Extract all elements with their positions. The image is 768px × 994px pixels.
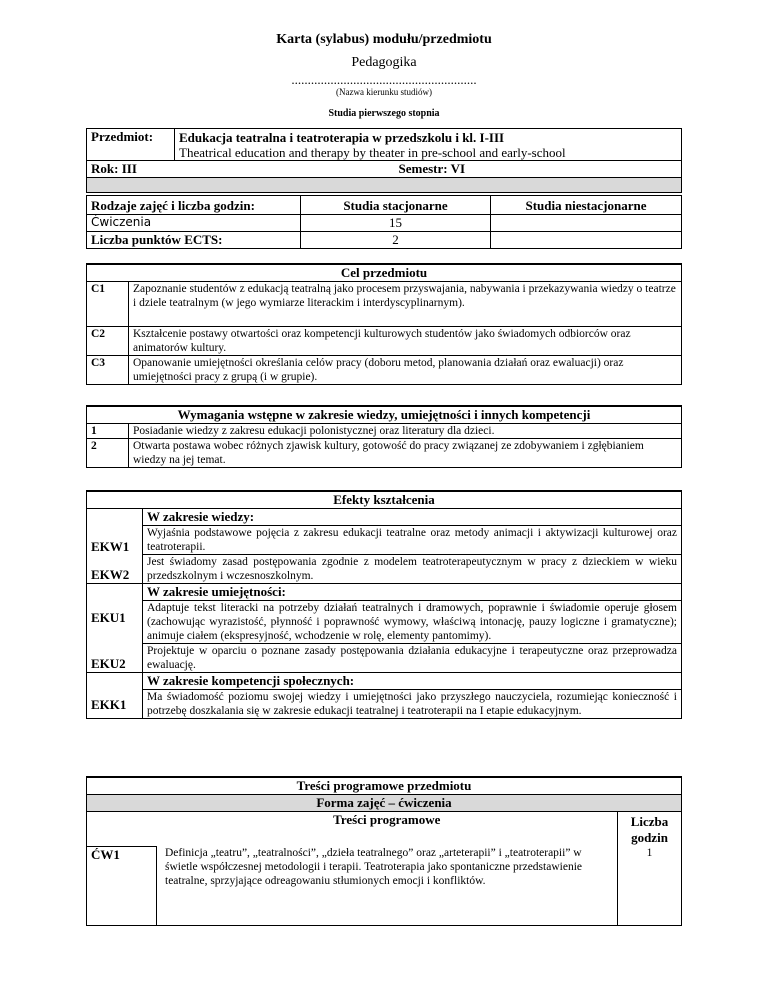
ekw2-code: EKW2 <box>91 567 130 582</box>
ekw-codes <box>87 509 143 584</box>
subject-table <box>86 128 682 193</box>
eku1-text: Adaptuje tekst literacki na potrzeby działań teatralnych i dramowych, poprawnie i świadomie operuje głosem (zachowując wyrazistość, płynność i poprawność wymowy, właściwą intonację, pauzy logiczne i gramatyczne); animuje ciałem (ekspresyjność, wchodzenie w rolę, elementy pantomimy). <box>143 601 682 644</box>
program-title: Treści programowe przedmiotu <box>87 777 682 795</box>
requirements-title: Wymagania wstępne w zakresie wiedzy, umiejętności i innych kompetencji <box>87 406 682 424</box>
subject-names <box>175 129 682 161</box>
goals-table <box>86 263 682 385</box>
hours-row2-extra <box>491 232 682 249</box>
program-row-text: Definicja „teatru”, „teatralności”, „dzieła teatralnego” oraz „arteterapii” i „teatroterapii” w świetle współczesnej metodologii i terapii. Teatroterapia jako spontaniczne przedstawienie teatralne, sprzyjające odreagowaniu stłumionych emocji i konfliktów. <box>157 846 618 925</box>
program-row-hours: 1 <box>618 846 682 925</box>
ekk1-text: Ma świadomość poziomu swojej wiedzy i umiejętności jako przyszłego nauczyciela, rozumiejąc konieczność i potrzebę doszkalania się w zakresie edukacji teatralnej i teatroterapii na I etapie edukacyjnym. <box>143 690 682 719</box>
program-content-header: Treści programowe <box>157 812 618 847</box>
goal-text: Kształcenie postawy otwartości oraz kompetencji kulturowych studentów jako świadomych odbiorców oraz animatorów kultury. <box>129 327 682 356</box>
goal-text: Zapoznanie studentów z edukacją teatralną jako procesem przyswajania, nabywania i przekazywania wiedzy o teatrze i dziele teatralnym (w jego wymiarze literackim i interdyscyplinarnym). <box>129 282 682 327</box>
program-hours-header: Liczba godzin <box>618 812 682 847</box>
goal-code: C3 <box>87 356 129 385</box>
outcomes-table <box>86 490 682 719</box>
requirements-table <box>86 405 682 468</box>
field-dots: ......................................................... <box>291 72 477 87</box>
document-title: Karta (sylabus) modułu/przedmiotu <box>276 32 492 47</box>
goal-code: C2 <box>87 327 129 356</box>
program-form: Forma zajęć – ćwiczenia <box>87 795 682 812</box>
knowledge-title: W zakresie wiedzy: <box>143 509 682 526</box>
requirement-text: Otwarta postawa wobec różnych zjawisk kultury, gotowość do pracy związanej ze zdobywaniem i zgłębianiem wiedzy na jej temat. <box>129 439 682 468</box>
hours-table <box>86 195 682 249</box>
hours-col2-header: Studia stacjonarne <box>301 196 491 215</box>
requirement-code: 1 <box>87 424 129 439</box>
goal-text: Opanowanie umiejętności określania celów pracy (doboru metod, planowania działań oraz ewaluacji) oraz umiejętności pracy z grupą (i w grupie). <box>129 356 682 385</box>
subject-label: Przedmiot: <box>87 129 175 161</box>
field-caption: (Nazwa kierunku studiów) <box>336 87 432 97</box>
requirement-text: Posiadanie wiedzy z zakresu edukacji polonistycznej oraz literatury dla dzieci. <box>129 424 682 439</box>
social-title: W zakresie kompetencji społecznych: <box>143 673 682 690</box>
skills-title: W zakresie umiejętności: <box>143 584 682 601</box>
hours-row1-value: 15 <box>301 215 491 232</box>
hours-row1-label: Ćwiczenia <box>87 215 301 232</box>
program-row-code: ĆW1 <box>87 846 157 925</box>
eku2-code: EKU2 <box>91 656 126 671</box>
hours-row1-extra <box>491 215 682 232</box>
ekw1-code: EKW1 <box>91 539 130 554</box>
hours-col3-header: Studia niestacjonarne <box>491 196 682 215</box>
program-table <box>86 776 682 926</box>
hours-row2-label: Liczba punktów ECTS: <box>87 232 301 249</box>
spacer-row <box>87 178 682 193</box>
field-name: Pedagogika <box>351 55 417 70</box>
year: Rok: III <box>87 161 395 178</box>
subject-name-pl: Edukacja teatralna i teatroterapia w przedszkolu i kl. I-III <box>179 130 505 145</box>
semester: Semestr: VI <box>395 161 682 178</box>
goals-title: Cel przedmiotu <box>87 264 682 282</box>
outcomes-title: Efekty kształcenia <box>87 491 682 509</box>
hours-col1-header: Rodzaje zajęć i liczba godzin: <box>87 196 301 215</box>
ekk-codes <box>87 673 143 719</box>
eku1-code: EKU1 <box>91 610 126 625</box>
eku-codes <box>87 584 143 673</box>
eku2-text: Projektuje w oparciu o poznane zasady postępowania działania edukacyjne i terapeutyczne oraz przeprowadza ewaluację. <box>143 644 682 673</box>
ekk1-code: EKK1 <box>91 697 127 712</box>
study-level: Studia pierwszego stopnia <box>328 108 440 119</box>
goal-code: C1 <box>87 282 129 327</box>
requirement-code: 2 <box>87 439 129 468</box>
program-header-blank <box>87 812 157 847</box>
ekw2-text: Jest świadomy zasad postępowania zgodnie z modelem teatroterapeutycznym w pracy z dzieckiem w wieku przedszkolnym i wczesnoszkolnym. <box>143 555 682 584</box>
hours-row2-value: 2 <box>301 232 491 249</box>
subject-name-en: Theatrical education and therapy by theater in pre-school and early-school <box>179 145 566 160</box>
ekw1-text: Wyjaśnia podstawowe pojęcia z zakresu edukacji teatralne oraz metody animacji i aktywizacji kulturowej oraz teatroterapii. <box>143 526 682 555</box>
